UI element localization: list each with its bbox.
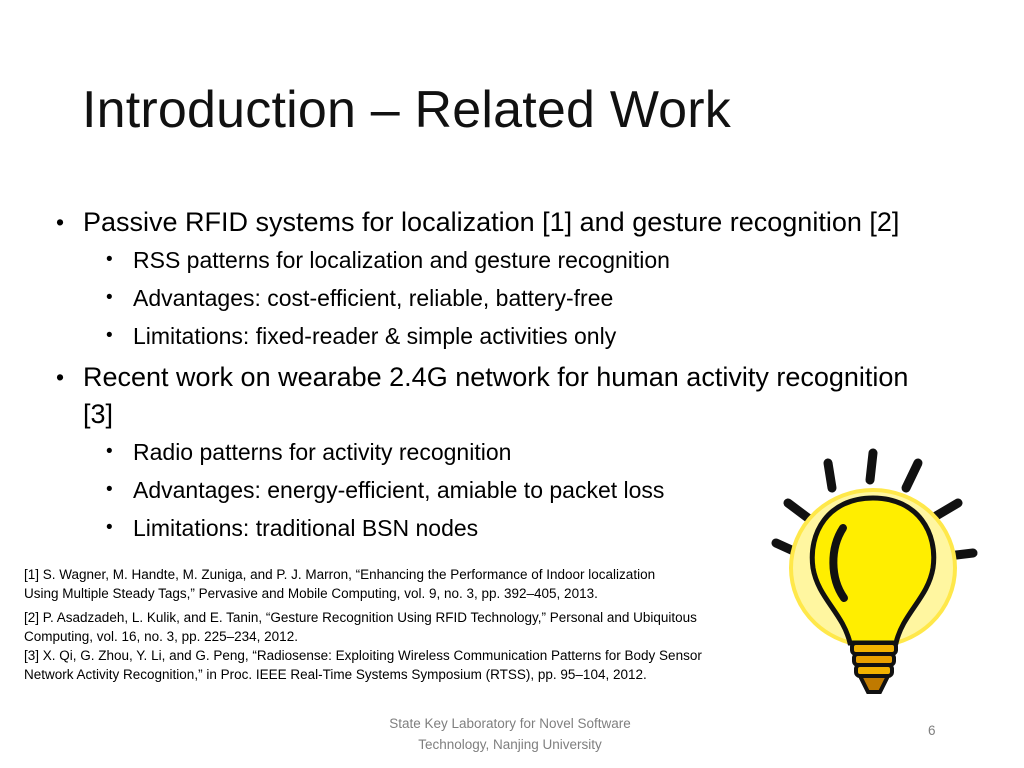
sub-bullet-item: • Limitations: fixed-reader & simple activities only [106, 317, 1016, 355]
slide-title: Introduction – Related Work [82, 81, 732, 139]
sub-bullet-item: • Limitations: traditional BSN nodes [106, 509, 1016, 547]
sub-bullet-list [56, 241, 1016, 355]
bullet-item: • Passive RFID systems for localization [1] and gesture recognition [2] [56, 204, 1016, 241]
sub-bullet-item: • Advantages: energy-efficient, amiable to packet loss [106, 471, 1016, 509]
page-number: 6 [928, 723, 936, 738]
reference-item: [1] S. Wagner, M. Handte, M. Zuniga, and P. J. Marron, “Enhancing the Performance of Indoor localization Using Multiple Steady Tags,” Pervasive and Mobile Computing, vol. 9, no. 3, pp. 392–405, 2013. [24, 567, 656, 601]
sub-bullet-item: • RSS patterns for localization and gesture recognition [106, 241, 1016, 279]
footer-text: State Key Laboratory for Novel Software Technology, Nanjing University [389, 716, 631, 752]
references [24, 565, 804, 684]
bullet-item: • Recent work on wearabe 2.4G network for human activity recognition [3] [56, 359, 913, 433]
reference-item: [2] P. Asadzadeh, L. Kulik, and E. Tanin, “Gesture Recognition Using RFID Technology,” Personal and Ubiquitous Computing, vol. 16, no. 3, pp. 225–234, 2012. [24, 610, 697, 644]
bullet-group-rfid [56, 204, 1016, 355]
sub-bullet-item: • Advantages: cost-efficient, reliable, battery-free [106, 279, 1016, 317]
sub-bullet-item: • Radio patterns for activity recognition [106, 433, 1016, 471]
reference-item: [3] X. Qi, G. Zhou, Y. Li, and G. Peng, “Radiosense: Exploiting Wireless Communication Patterns for Body Sensor Network Activity Recognition,” in Proc. IEEE Real-Time Systems Symposium (RTSS), pp. 95–104, 2012. [24, 648, 702, 682]
lightbulb-icon [768, 448, 1024, 704]
